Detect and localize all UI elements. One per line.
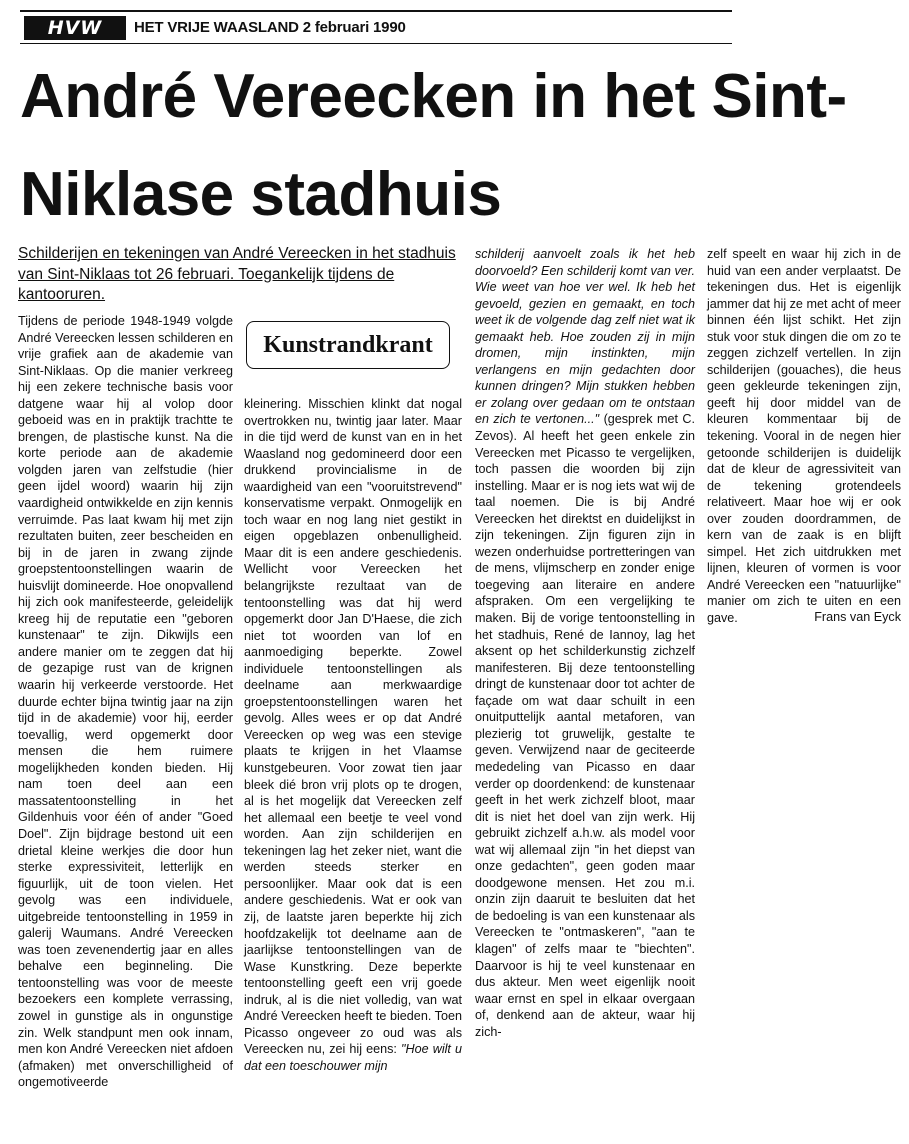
- masthead: [20, 10, 732, 46]
- column-3-text: (gesprek met C. Zevos). Al heeft het geen enkele zin Vereecken met Picasso te vergelijken, toch passen die woorden bij zijn instelling. Maar er is nog iets wat wij de taal noemen. Die is bij André Vereecken het direktst en duidelijkst in zijn tekeningen. Zijn figuren zijn in wezen onderhuidse portretteringen van de mens, vlijmscherp en zonder enige toegeving aan literaire en andere afspraken. Om een vergelijking te maken. Bij de vorige tentoonstelling in het stadhuis, René de Iannoy, lag het aksent op het schilderkunstig zichzelf manifesteren. Bij deze tentoonstelling dringt de kunstenaar door tot achter de façade om wat daar schuilt in een onuitputtelijk aantal metaforen, van plezierig tot gruwelijk, gestalte te geven. Verwijzend naar de geciteerde mededeling van Picasso en daar verder op doordenkend: de kunstenaar geeft in het werk zichzelf bloot, maar dit is niet het doel van zijn werk. Hij gebruikt zichzelf a.h.w. als model voor wat wij allemaal zijn "in het diepst van onze gedachten", geen goden maar doodgewone mensen. Het zou m.i. onzin zijn daaruit te besluiten dat het de bedoeling is van een kunstenaar als Vereecken te "ontmaskeren", "aan te klagen" of zelfs maar te "biechten". Daarvoor is hij te veel kunstenaar en dus akteur. Men weet eigenlijk nooit waar ernst en spel in elkaar overgaan of, denkend aan de akteur, waar hij zich-: [475, 412, 695, 1039]
- rubric-box: [246, 321, 450, 369]
- article-headline: André Vereecken in het Sint-Niklase stadhuis: [20, 62, 847, 229]
- picasso-quote-start: "Hoe wilt u dat een toeschouwer mijn: [244, 1042, 463, 1073]
- article-lead: Schilderijen en tekeningen van André Vereecken in het stadhuis van Sint-Niklaas tot 26 februari. Toegankelijk tijdens de kantooruren.: [18, 245, 456, 303]
- masthead-rule-top: [20, 10, 732, 12]
- newspaper-name-date: HET VRIJE WAASLAND 2 februari 1990: [134, 19, 406, 36]
- masthead-rule-bottom: [20, 43, 732, 44]
- article-column-1: Tijdens de periode 1948-1949 volgde André Vereecken lessen schilderen en vrije grafiek aan de akademie van Sint-Niklaas. Op die manier verkreeg hij een zekere technische basis voor datgene waar hij al volop door geboeid was en in praktijk trachtte te brengen, de plastische kunst. Na die korte periode aan de akademie volgden jaren van zelfstudie (hier geen ijdel woord) waarin hij zijn vaardigheid ontwikkelde en zijn kennis verruimde. Pas laat kwam hij met zijn rezultaten buiten, zeer bescheiden en bij in de jaren in zwang zijnde groepstentoonstellingen waarin de huisvlijt domineerde. Hoe onopvallend hij zich ook manifesteerde, geleidelijk kreeg hij de reputatie een "geboren kunstenaar" te zijn. Dikwijls een andere manier om te zeggen dat hij de gezapige rust van de krignen waarin hij verkeerde verstoorde. Het duurde echter bijna twintig jaar na zijn tijd in de akademie) voor hij, eerder toevallig, werd opgemerkt door mensen die hem ruimere mogelijkheden konden bieden. Hij nam toen deel aan een massatentoonstelling in het Gildenhuis voor één of ander "Goed Doel". Zijn bijdrage bestond uit een drietal kleine werkjes die door hun sterke expressiviteit, letterlijk en figuurlijk, uit de toon vielen. Het gevolg was een individuele, uitgebreide tentoonstelling in 1959 in galerij Waumans. André Vereecken was toen zevenendertig jaar en alles behalve een beginneling. Die tentoonstelling was voor de meeste bezoekers een komplete verrassing, zowel in gunstige als in ongunstige zin. Welk standpunt men ook innam, men kon André Vereecken niet afdoen (afmaken) met onverschilligheid of ongemotiveerde: [18, 314, 233, 1090]
- article-column-2: [244, 396, 462, 1074]
- rubric-title: Kunstrandkrant: [263, 331, 433, 358]
- author-byline: Frans van Eyck: [814, 610, 901, 624]
- article-column-3: [475, 246, 695, 1040]
- article-column-4: zelf speelt en waar hij zich in de huid van een ander verplaatst. De tekeningen dus. Het is eigenlijk jammer dat hij ze met acht of meer binnen één lijst schikt. Het zijn stuk voor stuk dingen die om zo te zeggen zichzelf vertellen. In zijn schilderijen (gouaches), die heus geen gekleurde tekeningen zijn, geeft hij door middel van de kleuren kommentaar bij de tekening. Vooral in de negen hier getoonde schilderijen is duidelijk dat de kleur de agressiviteit van de tekening grotendeels relativeert. Maar hoe wij er ook over zouden doordrammen, de kern van de zaak is en blijft simpel. Het zich uitdrukken met lijnen, kleuren of vormen is voor André Vereecken een "natuurlijke" manier om zich te uiten en een gave.: [707, 247, 901, 626]
- column-2-text: kleinering. Misschien klinkt dat nogal overtrokken nu, twintig jaar later. Maar in die tijd werd de kunst van en in het Waasland nog gedomineerd door een drukkend provincialisme in de waardigheid van een "vooruitstrevend" konservatisme verpakt. Onmogelijk en toch waar en nog lang niet gestikt in eigen opgeblazen onbenulligheid. Maar dit is een andere geschiedenis. Wellicht voor Vereecken het belangrijkste rezultaat van de tentoonstelling was dat hij werd opgemerkt door Jan D'Haese, die zich niet tot woorden van lof en aanmoediging beperkte. Zowel individuele tentoonstellingen als deelname aan merkwaardige groepstentoonstellingen waren het gevolg. Alles wees er op dat André Vereecken op weg was een stevige plaats te krijgen in het Vlaamse kunstgebeuren. Voor zowat tien jaar bleek dié bron vrij plots op te drogen, al is het mogelijk dat Vereecken zelf het allemaal een beetje te veel vond worden. Aan zijn schilderijen en tekeningen lag het zeker niet, want die werden steeds sterker en persoonlijker. Maar ook dat is een andere geschiedenis. Wat er ook van zij, de laatste jaren beperkte hij zich hoofdzakelijk tot deelname aan de jaarlijkse tentoonstellingen van de Wase Kunstkring. Deze beperkte tentoonstelling geeft een vrij goede indruk, al is die niet volledig, van wat André Vereecken heeft te bieden. Toen Picasso ongeveer zo oud was als Vereecken nu, zei hij eens:: [244, 397, 462, 1057]
- picasso-quote-continued: schilderij aanvoelt zoals ik het heb doorvoeld? Een schilderij komt van ver. Wie weet van hoe ver wel. Ik heb het gevoeld, gezien en gemaakt, en toch weet ik de volgende dag zelf niet wat ik gemaakt heb. Hoe zouden zij in mijn dromen, mijn instinkten, mijn verlangens en mijn gedachten door kunnen dringen? Mijn stukken hebben er zolang over gedaan om te ontstaan en zich te vertonen...": [475, 247, 695, 427]
- newspaper-logo: HVW: [24, 16, 126, 40]
